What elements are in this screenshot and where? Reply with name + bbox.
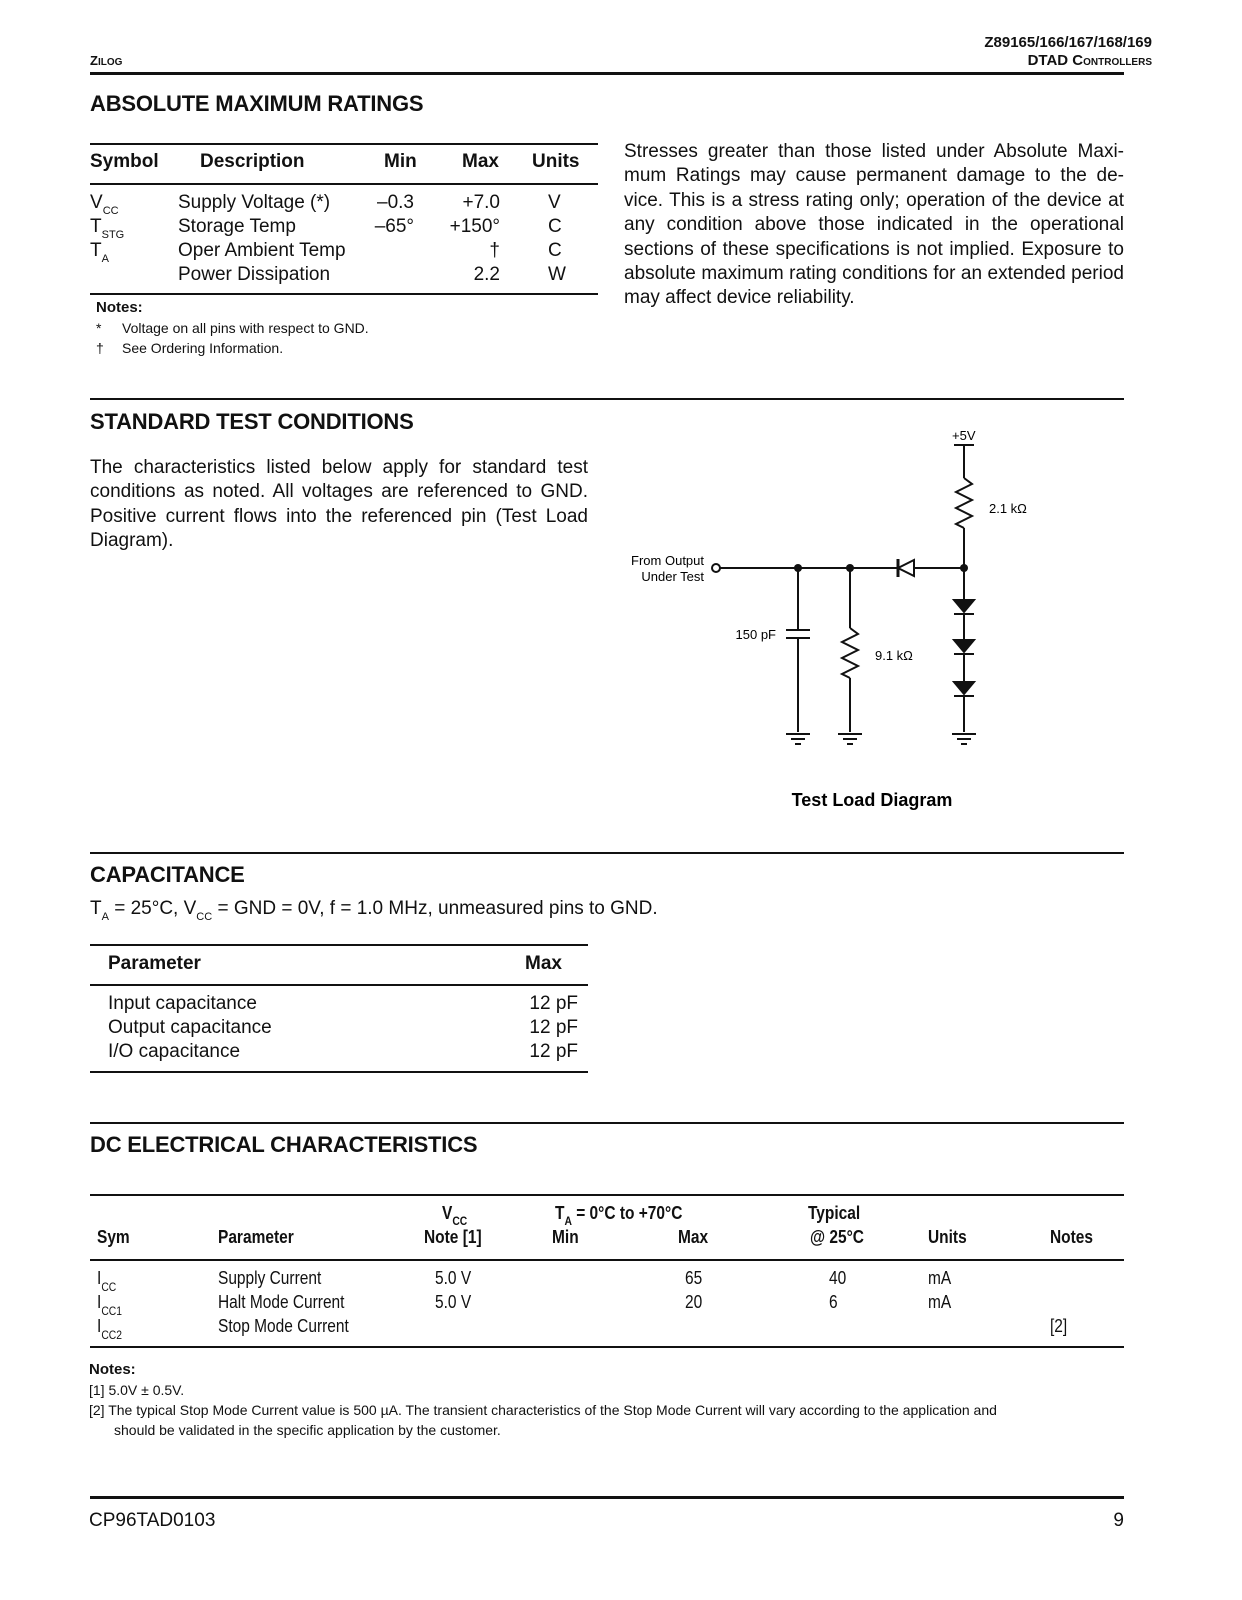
stc-heading: STANDARD TEST CONDITIONS bbox=[90, 409, 414, 434]
part-numbers: Z89165/166/167/168/169 bbox=[984, 34, 1152, 51]
input-terminal-icon bbox=[712, 564, 720, 572]
stc-rule bbox=[90, 398, 1124, 400]
product-line: DTAD CONTROLLERS bbox=[1027, 52, 1152, 69]
max: +150° bbox=[449, 216, 500, 237]
dc-heading: DC ELECTRICAL CHARACTERISTICS bbox=[90, 1132, 478, 1157]
cap-rule bbox=[90, 852, 1124, 854]
cap-header-row bbox=[108, 953, 562, 981]
resistor-bottom-icon bbox=[842, 628, 858, 678]
param: Halt Mode Current bbox=[218, 1292, 345, 1312]
cap-top-rule bbox=[90, 944, 588, 946]
param: Supply Current bbox=[218, 1268, 322, 1288]
cap-row bbox=[108, 1017, 582, 1041]
note-item: † See Ordering Information. bbox=[96, 340, 284, 356]
amr-top-rule bbox=[90, 143, 598, 145]
col-min: Min bbox=[552, 1227, 579, 1247]
col-max: Max bbox=[462, 151, 499, 172]
col-vcc-bottom: Note [1] bbox=[424, 1227, 482, 1247]
typ: 40 bbox=[829, 1268, 847, 1288]
stc-paragraph: The characteristics listed below apply for standard test conditions as noted. All voltages are referenced to GND. Positive current flows into the referenced pin (Test Load Diagram). bbox=[90, 457, 588, 552]
symbol: $T_{STG}$ bbox=[90, 216, 125, 241]
units: C bbox=[548, 240, 562, 261]
note-item: should be validated in the specific application by the customer. bbox=[114, 1422, 501, 1438]
max: +7.0 bbox=[462, 192, 500, 213]
units: C bbox=[548, 216, 562, 237]
col-sym: Sym bbox=[97, 1227, 130, 1247]
units: W bbox=[548, 264, 566, 285]
col-typical-bottom: @ 25°C bbox=[810, 1227, 864, 1247]
input-label-2: Under Test bbox=[641, 569, 704, 584]
cap-conditions: $T_A = 25^\circ C$, $V_{CC}$ = GND = 0V, f = 1.0 MHz, unmeasured pins to GND. bbox=[90, 898, 658, 923]
amr-header-row bbox=[90, 151, 598, 179]
amr-heading: ABSOLUTE MAXIMUM RATINGS bbox=[90, 91, 424, 116]
min: –65° bbox=[374, 216, 414, 237]
col-description: Description bbox=[200, 151, 305, 172]
notes-title: Notes: bbox=[96, 299, 143, 316]
col-parameter: Parameter bbox=[218, 1227, 294, 1247]
parameter: Input capacitance bbox=[108, 993, 257, 1014]
cap-row bbox=[108, 1041, 582, 1065]
amr-row bbox=[90, 192, 598, 216]
resistor-top-icon bbox=[956, 478, 972, 528]
cap-label: 150 pF bbox=[735, 627, 776, 642]
footer-rule bbox=[90, 1496, 1124, 1499]
r-bottom-label: 9.1 kΩ bbox=[875, 648, 913, 663]
vcc: 5.0 V bbox=[435, 1268, 472, 1288]
diode-horizontal-icon bbox=[898, 559, 918, 577]
note-item: [2] The typical Stop Mode Current value is 500 µA. The transient characteristics of the Stop Mode Current will vary according to the application and bbox=[89, 1402, 997, 1418]
company-name: ZILOG bbox=[90, 53, 123, 68]
supply-label: +5V bbox=[952, 428, 976, 443]
amr-bottom-rule bbox=[90, 293, 598, 295]
cap-row bbox=[108, 993, 582, 1017]
col-symbol: Symbol bbox=[90, 151, 159, 172]
symbol: $T_A$ bbox=[90, 240, 109, 265]
cap-heading: CAPACITANCE bbox=[90, 862, 245, 887]
max: † bbox=[489, 240, 500, 261]
parameter: Output capacitance bbox=[108, 1017, 272, 1038]
sym: $I_{CC}$ bbox=[97, 1268, 117, 1294]
note-item: [1] 5.0V ± 0.5V. bbox=[89, 1382, 185, 1398]
col-units: Units bbox=[928, 1227, 967, 1247]
amr-row bbox=[90, 240, 598, 264]
dc-header-rule bbox=[90, 1259, 1124, 1261]
col-min: Min bbox=[384, 151, 417, 172]
col-max: Max bbox=[678, 1227, 709, 1247]
max: 65 bbox=[685, 1268, 703, 1288]
input-label-1: From Output bbox=[631, 553, 704, 568]
typ: 6 bbox=[829, 1292, 838, 1312]
notes-title: Notes: bbox=[89, 1361, 136, 1378]
test-load-diagram bbox=[600, 420, 1124, 820]
parameter: I/O capacitance bbox=[108, 1041, 241, 1062]
sym: $I_{CC1}$ bbox=[97, 1292, 122, 1318]
description: Supply Voltage (*) bbox=[178, 192, 331, 213]
description: Oper Ambient Temp bbox=[178, 240, 346, 261]
col-ta: $T_A = 0^\circ C$ to +70°C bbox=[555, 1203, 683, 1228]
max: 2.2 bbox=[473, 264, 500, 285]
max: 12 pF bbox=[529, 1041, 578, 1062]
page-number: 9 bbox=[1113, 1510, 1124, 1531]
dc-top-rule bbox=[90, 1194, 1124, 1196]
stress-paragraph: Stresses greater than those listed under Absolute Maxi-mum Ratings may cause permanent damage to the de-vice. This is a stress rating only; operation of the device at any condition above those indicated in the operational sections of these specifications is not implied. Exposure to absolute maximum rating conditions for an extended period may affect device reliability. bbox=[624, 141, 1124, 309]
description: Power Dissipation bbox=[178, 264, 331, 285]
col-notes: Notes bbox=[1050, 1227, 1094, 1247]
notes: [2] bbox=[1050, 1316, 1068, 1336]
units: mA bbox=[928, 1292, 952, 1312]
col-vcc-top: $V_{CC}$ bbox=[442, 1203, 468, 1228]
amr-header-rule bbox=[90, 183, 598, 185]
col-typical-top: Typical bbox=[808, 1203, 861, 1223]
min: –0.3 bbox=[377, 192, 414, 213]
dc-rule bbox=[90, 1122, 1124, 1124]
diagram-caption: Test Load Diagram bbox=[791, 790, 953, 810]
cap-bottom-rule bbox=[90, 1071, 588, 1073]
param: Stop Mode Current bbox=[218, 1316, 349, 1336]
note-item: * Voltage on all pins with respect to GND. bbox=[96, 320, 369, 336]
dc-bottom-rule bbox=[90, 1346, 1124, 1348]
description: Storage Temp bbox=[178, 216, 296, 237]
sym: $I_{CC2}$ bbox=[97, 1316, 122, 1342]
header-rule bbox=[90, 72, 1124, 75]
max: 20 bbox=[685, 1292, 703, 1312]
units: mA bbox=[928, 1268, 952, 1288]
diode-stack-icon bbox=[954, 600, 974, 696]
cap-header-rule bbox=[90, 984, 588, 986]
amr-row bbox=[90, 264, 598, 288]
col-parameter: Parameter bbox=[108, 953, 201, 974]
units: V bbox=[548, 192, 561, 213]
max: 12 pF bbox=[529, 993, 578, 1014]
max: 12 pF bbox=[529, 1017, 578, 1038]
doc-id: CP96TAD0103 bbox=[89, 1510, 216, 1531]
symbol: $V_{CC}$ bbox=[90, 192, 119, 217]
amr-notes bbox=[96, 298, 596, 358]
running-header bbox=[984, 34, 1152, 72]
amr-row bbox=[90, 216, 598, 240]
r-top-label: 2.1 kΩ bbox=[989, 501, 1027, 516]
vcc: 5.0 V bbox=[435, 1292, 472, 1312]
col-max: Max bbox=[525, 953, 562, 974]
dc-notes bbox=[89, 1360, 1129, 1440]
col-units: Units bbox=[532, 151, 580, 172]
